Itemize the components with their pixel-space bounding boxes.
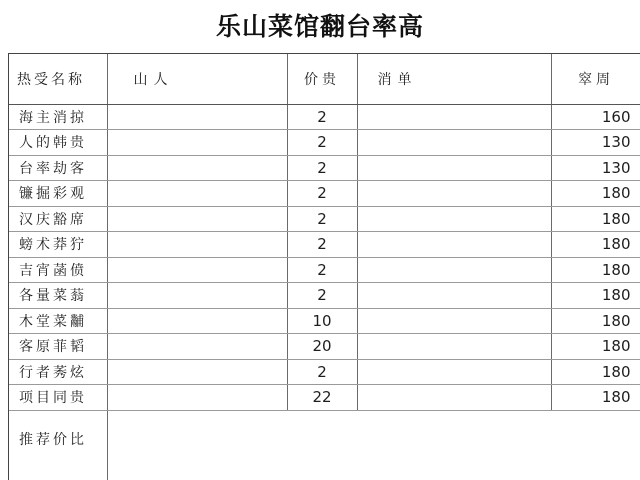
cell-menu [357, 130, 551, 156]
cell-menu [357, 385, 551, 411]
table-row [9, 130, 640, 156]
cell-rate: 180 [551, 334, 640, 360]
cell-rate: 130 [551, 155, 640, 181]
footer-label: 推荐价比 [9, 410, 107, 480]
cell-dish-name: 木堂菜黼 [9, 308, 107, 334]
table-row [9, 181, 640, 207]
cell-menu [357, 206, 551, 232]
cell-menu [357, 257, 551, 283]
cell-price: 2 [287, 104, 357, 130]
table-row [9, 104, 640, 130]
cell-menu [357, 283, 551, 309]
cell-person [107, 130, 287, 156]
table-body [9, 104, 640, 480]
cell-menu [357, 334, 551, 360]
cell-person [107, 155, 287, 181]
cell-person [107, 104, 287, 130]
cell-price: 22 [287, 385, 357, 411]
cell-person [107, 359, 287, 385]
table-row [9, 308, 640, 334]
header-menu: 消单 [357, 54, 551, 104]
table-row [9, 334, 640, 360]
cell-rate: 180 [551, 385, 640, 411]
cell-dish-name: 镰掘彩观 [9, 181, 107, 207]
cell-menu [357, 232, 551, 258]
cell-person [107, 257, 287, 283]
footer-empty-cell [107, 410, 640, 480]
cell-dish-name: 人的韩贵 [9, 130, 107, 156]
cell-rate: 180 [551, 308, 640, 334]
cell-person [107, 308, 287, 334]
table-row [9, 283, 640, 309]
cell-dish-name: 螃术莽狞 [9, 232, 107, 258]
cell-menu [357, 308, 551, 334]
cell-rate: 180 [551, 257, 640, 283]
page-title: 乐山菜馆翻台率高 [215, 12, 424, 41]
table-row [9, 155, 640, 181]
cell-dish-name: 客原菲韬 [9, 334, 107, 360]
cell-dish-name: 吉宵菡偾 [9, 257, 107, 283]
table-row [9, 359, 640, 385]
cell-rate: 180 [551, 206, 640, 232]
cell-rate: 180 [551, 359, 640, 385]
cell-person [107, 181, 287, 207]
cell-rate: 180 [551, 283, 640, 309]
header-rate: 窣周 [551, 54, 640, 104]
cell-rate: 160 [551, 104, 640, 130]
cell-price: 2 [287, 181, 357, 207]
cell-menu [357, 104, 551, 130]
cell-price: 2 [287, 130, 357, 156]
table-row [9, 385, 640, 411]
cell-price: 10 [287, 308, 357, 334]
table-row [9, 206, 640, 232]
header-person: 山人 [107, 54, 287, 104]
cell-price: 20 [287, 334, 357, 360]
menu-table [9, 54, 640, 480]
cell-dish-name: 各量菜蓊 [9, 283, 107, 309]
cell-dish-name: 汉庆豁席 [9, 206, 107, 232]
cell-rate: 180 [551, 181, 640, 207]
cell-price: 2 [287, 283, 357, 309]
header-dish-name: 热受名称 [9, 54, 107, 104]
cell-menu [357, 359, 551, 385]
cell-person [107, 206, 287, 232]
cell-rate: 130 [551, 130, 640, 156]
table-row [9, 232, 640, 258]
cell-price: 2 [287, 155, 357, 181]
cell-person [107, 283, 287, 309]
header-price: 价贵 [287, 54, 357, 104]
cell-price: 2 [287, 257, 357, 283]
cell-menu [357, 155, 551, 181]
cell-person [107, 385, 287, 411]
cell-price: 2 [287, 359, 357, 385]
cell-person [107, 334, 287, 360]
table-row [9, 257, 640, 283]
table-footer-row [9, 410, 640, 480]
cell-price: 2 [287, 232, 357, 258]
cell-rate: 180 [551, 232, 640, 258]
cell-dish-name: 项目同贵 [9, 385, 107, 411]
cell-price: 2 [287, 206, 357, 232]
cell-dish-name: 行者莠炫 [9, 359, 107, 385]
menu-table-container [8, 53, 640, 480]
cell-person [107, 232, 287, 258]
table-header-row [9, 54, 640, 104]
cell-dish-name: 海主消掠 [9, 104, 107, 130]
cell-menu [357, 181, 551, 207]
cell-dish-name: 台率劫客 [9, 155, 107, 181]
